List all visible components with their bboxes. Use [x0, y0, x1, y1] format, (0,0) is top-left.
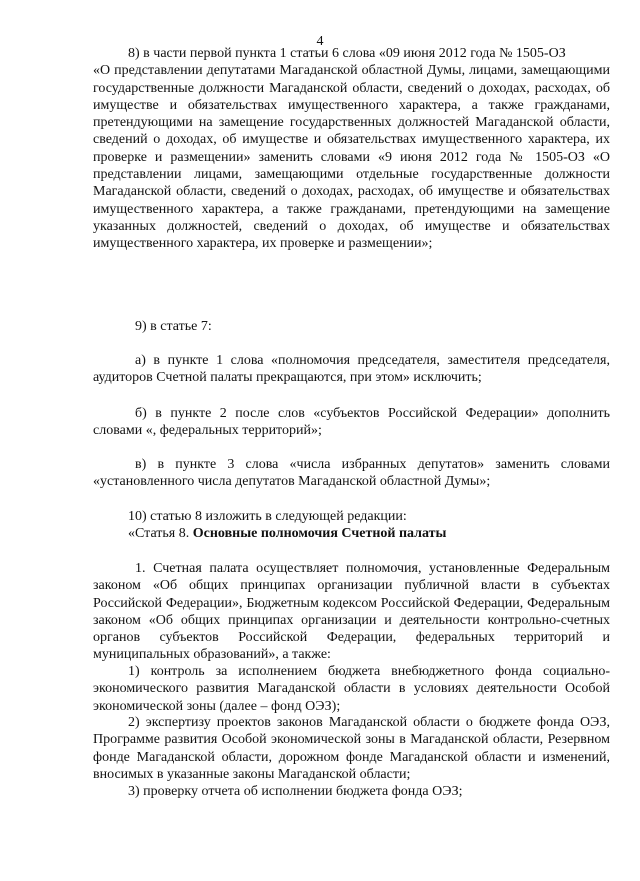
page-number: 4 [316, 34, 324, 49]
article-8-heading [93, 525, 610, 542]
article-8-paragraph-1: 1. Счетная палата осуществляет полномочия, установленные Федеральным законом «Об общих принципах организации публичной власти в субъектах Российской Федерации», Бюджетным кодексом Российской Федерации, Федеральным законом «Об общих принципах организации и деятельности контрольно-счетных органов субъектов Российской Федерации, федеральных территорий и муниципальных образований», а также: [93, 561, 610, 663]
item-8-first-line: 8) в части первой пункта 1 статьи 6 слова «09 июня 2012 года № 1505-ОЗ [128, 46, 566, 61]
subitem-2: 2) экспертизу проектов законов Магаданской области о бюджете фонда ОЭЗ, Программе развития Особой экономической зоны в Магаданской области, Резервном фонде Магаданской области, дорожном фонде Магаданской области и изменений, вносимых в указанные законы Магаданской области; [93, 715, 610, 782]
article-title: Основные полномочия Счетной палаты [192, 526, 447, 542]
item-9-heading: 9) в статье 7: [135, 319, 212, 334]
article-prefix: «Статья 8. [128, 526, 193, 542]
item-9-subitem-b: б) в пункте 2 после слов «субъектов Российской Федерации» дополнить словами «, федеральных территорий»; [93, 406, 610, 439]
subitem-1: 1) контроль за исполнением бюджета внебюджетного фонда социально-экономического развития Магаданской области в условиях деятельности Особой экономической зоны (далее – фонд ОЭЗ); [93, 664, 610, 714]
item-9-subitem-a: а) в пункте 1 слова «полномочия председателя, заместителя председателя, аудиторов Счетной палаты прекращаются, при этом» исключить; [93, 353, 610, 386]
item-10-first-line: 10) статью 8 изложить в следующей редакции: [128, 509, 407, 524]
item-8 [93, 45, 610, 253]
item-9-subitem-v: в) в пункте 3 слова «числа избранных депутатов» заменить словами «установленного числа депутатов Магаданской областной Думы»; [93, 457, 610, 490]
item-10 [93, 508, 610, 543]
item-8-text: «О представлении депутатами Магаданской областной Думы, лицами, замещающими государственные должности Магаданской области, сведений о доходах, расходах, об имуществе и обязательствах имущественного характера, а также гражданами, претендующими на замещение государственных должностей Магаданской области, сведений о доходах, об имуществе и обязательствах имущественного характера, их проверке и размещении» заменить словами «9 июня 2012 года № 1505-ОЗ «О представлении лицами, замещающими отдельные государственные должности Магаданской области, сведений о доходах, расходах, об имуществе и обязательствах имущественного характера, а также гражданами, претендующими на замещение указанных должностей, сведений о доходах, об имуществе и обязательствах имущественного характера, их проверке и размещении»; [93, 63, 610, 252]
subitem-3: 3) проверку отчета об исполнении бюджета фонда ОЭЗ; [128, 784, 463, 799]
